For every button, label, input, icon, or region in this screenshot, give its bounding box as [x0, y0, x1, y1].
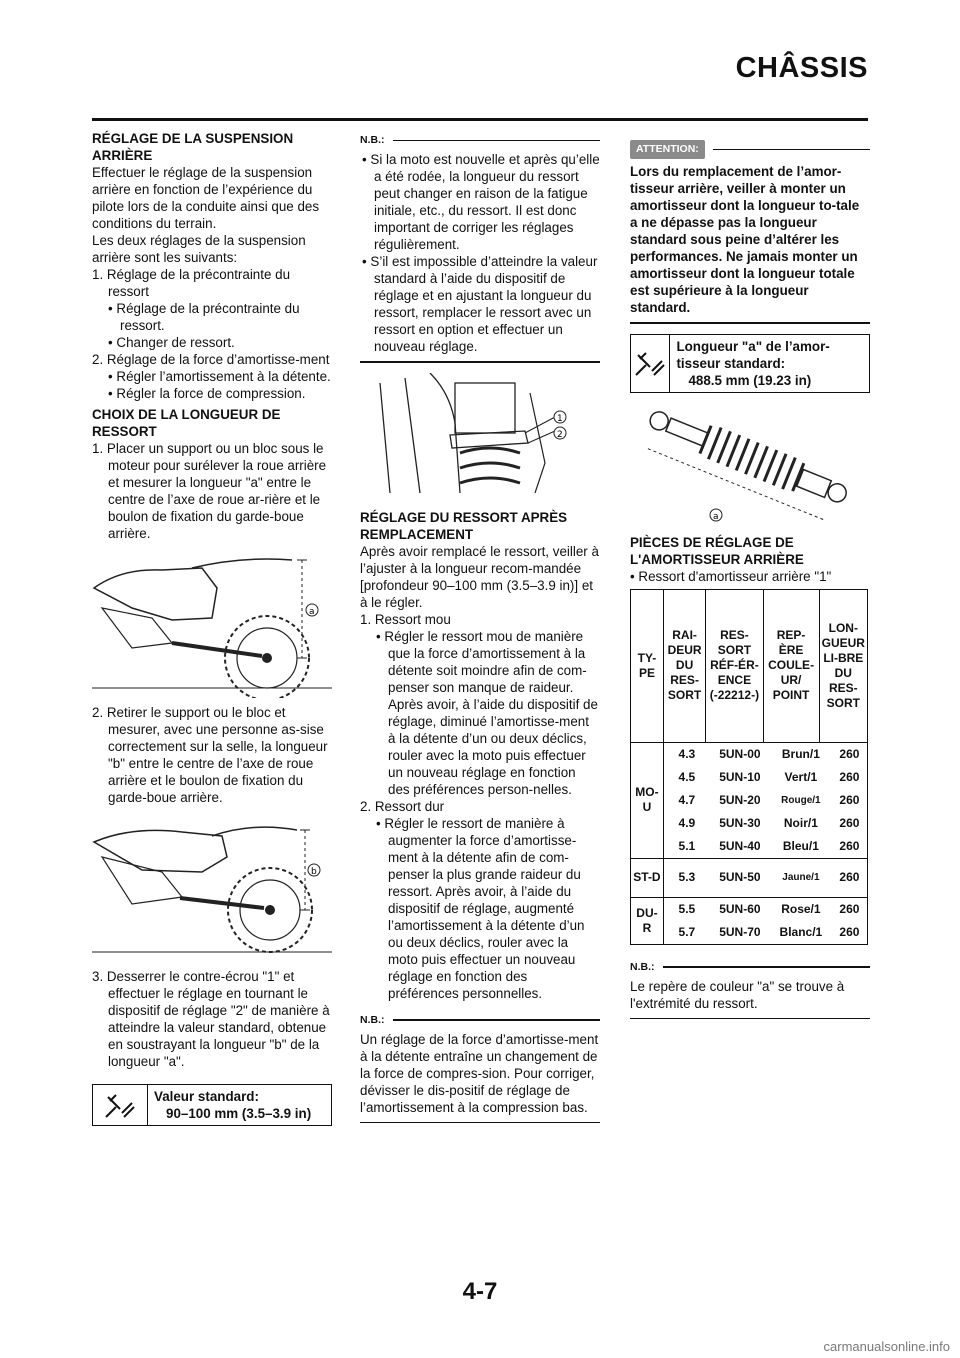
table-cell: 5UN-60	[719, 901, 761, 916]
wrench-icon	[631, 335, 670, 392]
note-label: N.B.:	[630, 960, 655, 973]
table-cell: 5UN-30	[719, 815, 761, 830]
note-header	[630, 959, 870, 976]
figure-label-2: 2	[557, 429, 563, 440]
note-end-rule	[360, 361, 600, 363]
table-cell-type: DU-R	[631, 897, 664, 944]
table-cell: 4.3	[678, 746, 696, 761]
figure-shock-absorber	[630, 403, 870, 528]
header-rule	[92, 118, 868, 121]
attention-badge: ATTENTION:	[630, 140, 705, 159]
table-row	[664, 898, 867, 921]
table-header: TY-PE	[631, 589, 664, 742]
spec-value: 90–100 mm (3.5–3.9 in)	[166, 1106, 312, 1121]
table-cell: 260	[839, 901, 860, 916]
table-cell: 260	[839, 792, 860, 807]
table-header: REP-ÈRE COULE-UR/ POINT	[763, 589, 819, 742]
table-cell: 5.3	[678, 870, 696, 884]
spec-label: Longueur "a" de l’amor-tisseur standard:	[676, 338, 830, 371]
list-item: • Réglage de la précontrainte du ressort.	[108, 301, 300, 333]
table-header-row	[631, 589, 868, 742]
table-cell: Blanc/1	[779, 924, 823, 939]
table-cell: 4.7	[678, 792, 696, 807]
table-row	[664, 921, 867, 944]
table-cell: 5UN-20	[719, 792, 761, 807]
list-item: • Ressort d'amortisseur arrière "1"	[630, 568, 832, 584]
table-cell: Rouge/1	[781, 794, 821, 806]
note-bullet: • Si la moto est nouvelle et après qu’elle a été rodée, la longueur du ressort peut changer en raison de la fatigue initiale, etc., du ressort. Il est donc important de corriger les réglages régulièrement.	[362, 152, 600, 252]
table-cell: 260	[839, 746, 860, 761]
paragraph: Les deux réglages de la suspension arrière sont les suivants:	[92, 233, 306, 265]
table-cell: Rose/1	[781, 901, 821, 916]
table-cell: 260	[839, 838, 860, 853]
table-row-group	[631, 858, 868, 897]
table-cell: 5UN-10	[719, 769, 761, 784]
column-left	[92, 130, 332, 1136]
figure-label-b: b	[311, 867, 317, 877]
table-header: RES-SORT RÉF-ÉR-ENCE (-22212-)	[706, 589, 763, 742]
attention-text: Lors du remplacement de l’amor-tisseur arrière, veiller à monter un amortisseur dont la longueur to-tale a ne dépasse pas la longueur standard sous peine d’altérer les performances. Ne jamais monter un amortisseur dont la longueur totale est supérieure à la longueur standard.	[630, 164, 860, 315]
page-title: CHÂSSIS	[735, 52, 868, 84]
table-cell: 5UN-40	[719, 838, 761, 853]
list-item: • Régler l’amortissement à la détente.	[108, 369, 331, 384]
wrench-icon	[93, 1085, 148, 1125]
note-header	[360, 132, 600, 149]
spring-table	[630, 589, 868, 945]
list-item: • Régler le ressort de manière à augmenter la force d’amortisse-ment à la détente afin de com-penser la plus grande raideur du ressort. Après avoir, à l’aide du dispositif de réglage, augmenté l’amortissement à la détente d’un ou deux déclics, rouler avec la moto puis effectuer un nouveau réglage en fonction des préférences personnelles.	[376, 815, 585, 1001]
table-cell: Vert/1	[784, 769, 818, 784]
figure-label-1: 1	[557, 413, 563, 424]
table-cell: 4.9	[678, 815, 696, 830]
note-end-rule	[360, 1122, 600, 1124]
list-item: • Changer de ressort.	[108, 335, 235, 350]
table-row	[664, 766, 867, 789]
column-middle	[360, 130, 600, 1133]
table-cell: Brun/1	[781, 746, 820, 761]
table-cell: 5UN-50	[719, 870, 761, 884]
table-cell: 5.7	[678, 924, 696, 939]
column-right	[630, 130, 870, 1029]
table-cell: 260	[839, 815, 860, 830]
paragraph: Après avoir remplacé le ressort, veiller à l’ajuster à la longueur recom-mandée [profondeur 90–100 mm (3.5–3.9 in)] et à le régler.	[360, 543, 599, 610]
paragraph: Effectuer le réglage de la suspension arrière en fonction de l’expérience du pilote lors de la conduite ainsi que des conditions du terrain.	[92, 165, 320, 231]
table-header: RAI-DEUR DU RES-SORT	[663, 589, 705, 742]
table-row-group	[631, 742, 868, 858]
page-number: 4-7	[462, 1278, 498, 1305]
attention-header	[630, 140, 870, 159]
table-row	[664, 835, 867, 858]
table-cell: Bleu/1	[782, 838, 819, 853]
note-header	[360, 1012, 600, 1029]
figure-bike-rear-raised	[92, 548, 332, 698]
table-row	[664, 859, 867, 897]
table-cell: 260	[839, 769, 860, 784]
note-text: Le repère de couleur "a" se trouve à l'extrémité du ressort.	[630, 978, 845, 1011]
table-row	[664, 812, 867, 835]
list-item: • Régler la force de compression.	[108, 386, 306, 401]
spec-box-shock-length	[630, 334, 870, 393]
figure-label-a: a	[713, 511, 719, 522]
table-cell-type: MO-U	[631, 742, 664, 858]
list-item: 3. Desserrer le contre-écrou "1" et effectuer le réglage en tournant le dispositif de réglage "2" de manière à atteindre la valeur standard, obtenue en soustrayant la longueur "b" de la longueur "a".	[92, 969, 330, 1069]
table-cell: 260	[839, 870, 860, 884]
figure-bike-rear-seated	[92, 812, 332, 962]
section-title-adjustment-parts: PIÈCES DE RÉGLAGE DE L'AMORTISSEUR ARRIÈRE	[630, 534, 804, 567]
note-text: Un réglage de la force d’amortisse-ment à la détente entraîne un changement de la force de compres-sion. Pour corriger, dévisser le dis-positif de réglage de l’amortissement à la compression bas.	[360, 1031, 599, 1115]
table-row	[664, 743, 867, 766]
note-bullet: • S’il est impossible d’atteindre la valeur standard à l’aide du dispositif de réglage et en ajustant la longueur du ressort, remplacer le ressort avec un ressort en option et effectuer un nouveau réglage.	[362, 254, 598, 354]
table-cell-type: ST-D	[631, 858, 664, 897]
table-cell: Jaune/1	[782, 872, 820, 883]
note-end-rule	[630, 1018, 870, 1020]
attention-end-rule	[630, 322, 870, 324]
table-row	[664, 789, 867, 812]
list-item: • Régler le ressort mou de manière que la force d’amortissement à la détente soit moindre afin de com-penser son manque de raideur. Après avoir, à l’aide du dispositif de réglage, diminué l’amortisse-ment à la détente d’un ou deux déclics, rouler avec la moto puis effectuer un nouveau réglage en fonction des préférences person-nelles.	[376, 628, 598, 797]
table-cell: 4.5	[678, 769, 696, 784]
list-item: 1. Réglage de la précontrainte du ressort	[92, 267, 291, 299]
table-cell: Noir/1	[783, 815, 818, 830]
list-item: 1. Placer un support ou un bloc sous le moteur pour surélever la roue arrière et mesurer la longueur "a" entre le centre de l’axe de roue ar-rière et le boulon de fixation du garde-boue arrière.	[92, 441, 327, 541]
figure-spring-adjuster	[360, 373, 600, 503]
figure-label-a: a	[309, 607, 315, 617]
list-item: 2. Réglage de la force d’amortisse-ment	[92, 352, 330, 367]
list-item: 1. Ressort mou	[360, 611, 451, 627]
note-label: N.B.:	[360, 1013, 385, 1026]
list-item: 2. Ressort dur	[360, 798, 445, 814]
table-row-group	[631, 897, 868, 944]
list-item: 2. Retirer le support ou le bloc et mesurer, avec une personne as-sise correctement sur la selle, la longueur "b" entre le centre de l’axe de roue arrière et le boulon de fixation du garde-boue arrière.	[92, 705, 328, 805]
note-label: N.B.:	[360, 134, 385, 146]
table-cell: 5.5	[678, 901, 696, 916]
table-cell: 5UN-00	[719, 746, 761, 761]
table-cell: 5.1	[678, 838, 696, 853]
watermark: carmanualsonline.info	[823, 1339, 950, 1354]
spec-label: Valeur standard:	[154, 1089, 259, 1104]
spec-box-standard-value	[92, 1084, 332, 1126]
table-header: LON-GUEUR LI-BRE DU RES-SORT	[819, 589, 867, 742]
table-cell: 5UN-70	[719, 924, 761, 939]
section-title-rear-suspension: RÉGLAGE DE LA SUSPENSION ARRIÈRE	[92, 131, 294, 163]
section-title-after-replacement: RÉGLAGE DU RESSORT APRÈS REMPLACEMENT	[360, 509, 568, 542]
table-cell: 260	[839, 924, 860, 939]
spec-value: 488.5 mm (19.23 in)	[688, 372, 812, 388]
section-title-spring-length: CHOIX DE LA LONGUEUR DE RESSORT	[92, 407, 281, 439]
